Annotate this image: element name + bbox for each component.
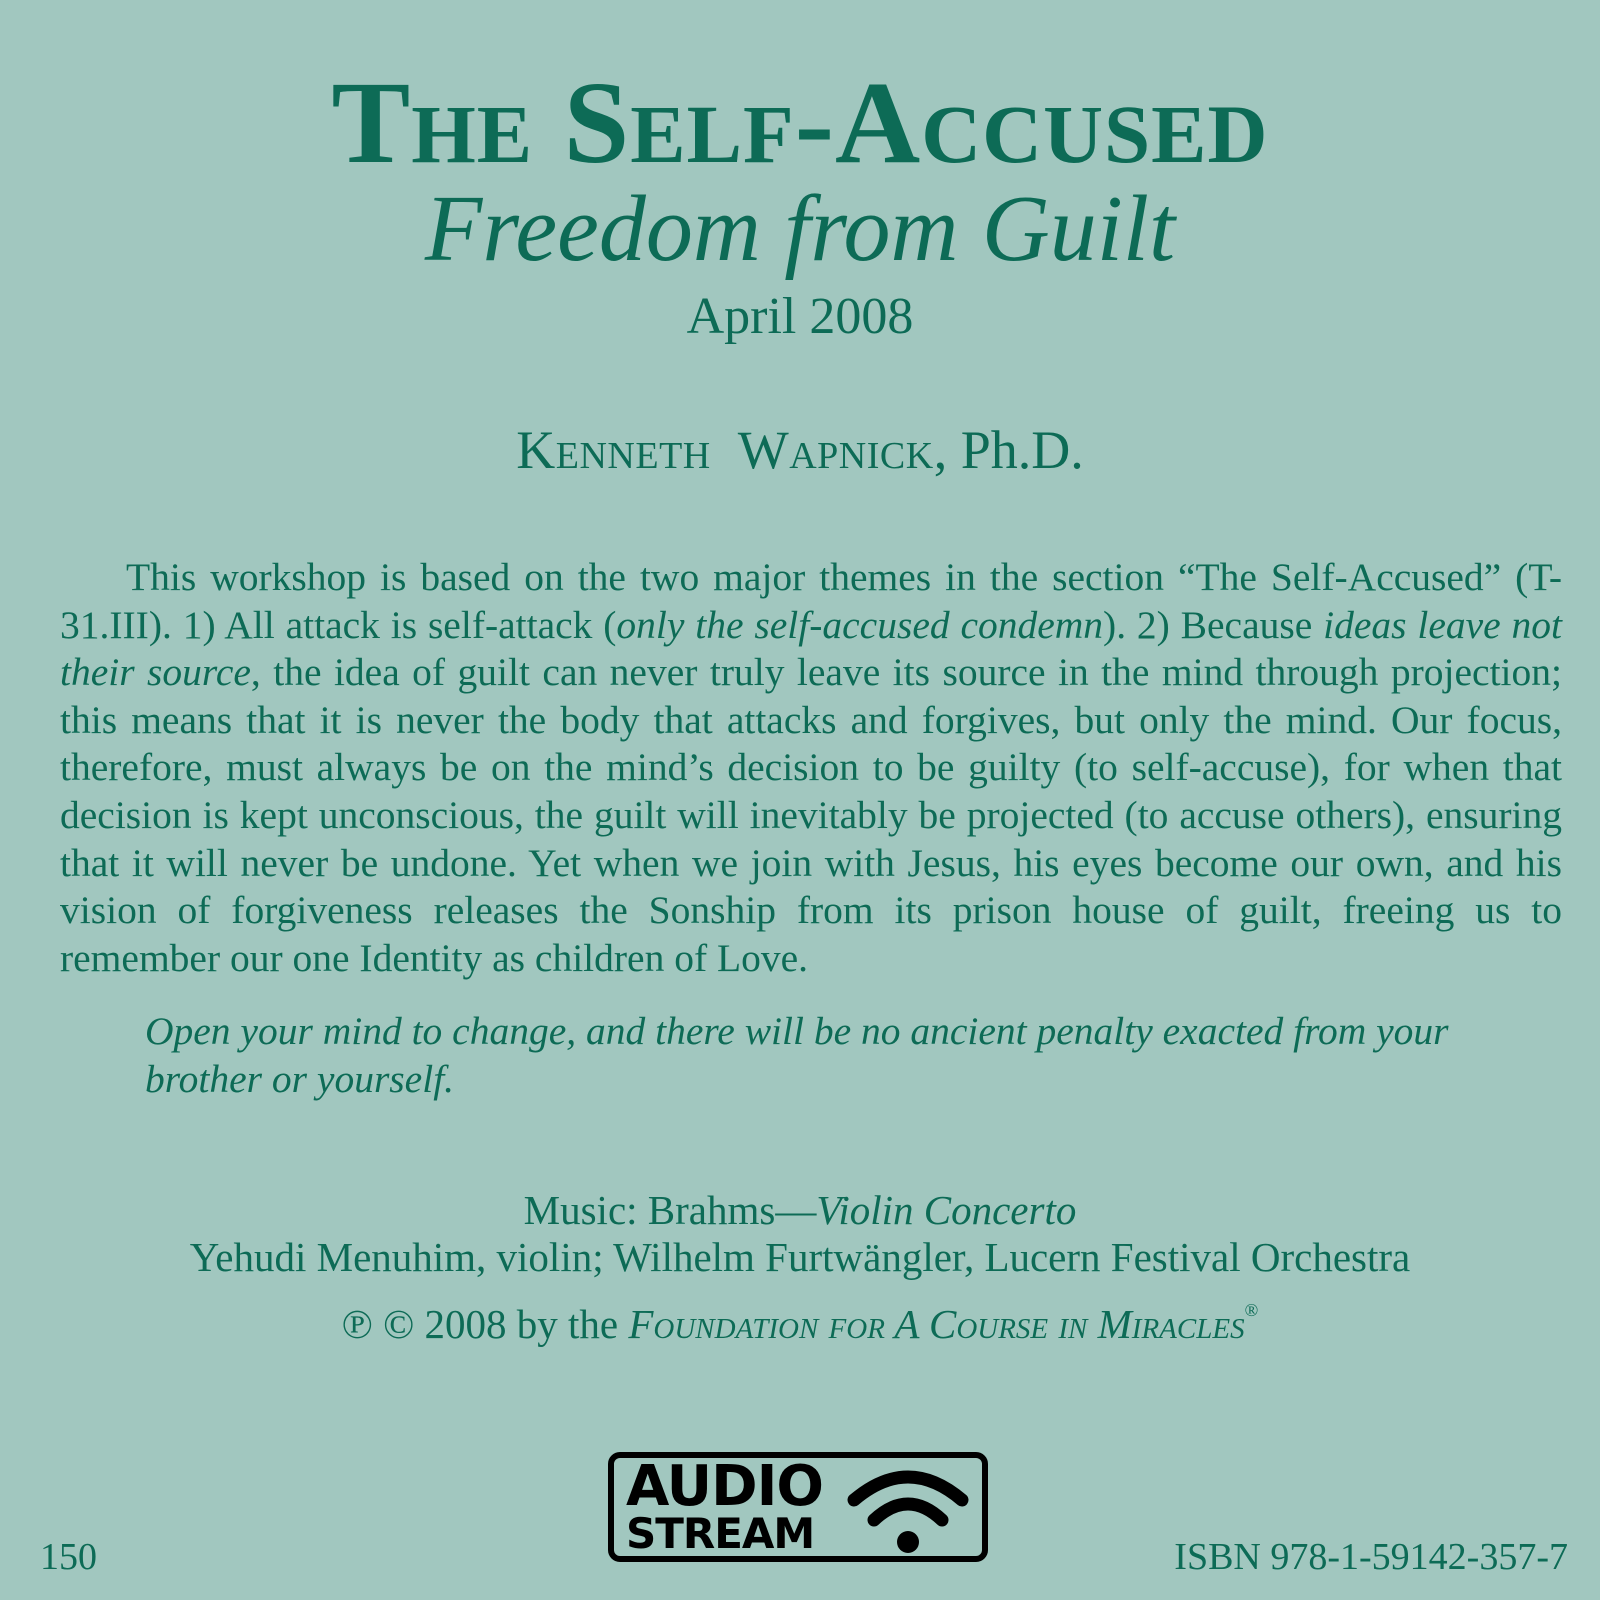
isbn: ISBN 978-1-59142-357-7 [1174, 1536, 1568, 1578]
page-title: The Self-Accused [331, 57, 1269, 188]
performers-credit: Yehudi Menuhim, violin; Wilhelm Furtwängler, Lucern Festival Orchestra [189, 1234, 1411, 1280]
description-text-2: ). 2) Because [1103, 602, 1324, 647]
quote: Open your mind to change, and there will be no ancient penalty exacted from your brother or yourself. [145, 1009, 1449, 1101]
description-text-3: , the idea of guilt can never truly leave its source in the mind through projection; this means that it is never the body that attacks and forgives, but only the mind. Our focus, therefore, must always be on the mind’s decision to be guilty (to self-accuse), for when that decision is kept unconscious, the guilt will inevitably be projected (to accuse others), ensuring that it will never be undone. Yet when we join with Jesus, his eyes become our own, and his vision of forgiveness releases the Sonship from its prison house of guilt, freeing us to remember our one Identity as children of Love. [60, 650, 1562, 980]
author-last-name: Wapnick [737, 420, 934, 480]
recording-date: April 2008 [686, 288, 914, 345]
copyright-notice [0, 1300, 1600, 1349]
copyright-prefix: ℗ © 2008 by the [341, 1301, 629, 1347]
page-subtitle: Freedom from Guilt [424, 177, 1176, 281]
music-credit [0, 1186, 1600, 1235]
description-emphasis-2: ideas leave not their source [60, 602, 1562, 695]
badge-audio-label: AUDIO [626, 1454, 824, 1519]
music-composer: Music: Brahms— [523, 1187, 817, 1233]
publisher-name: Foundation for A Course in Miracles [628, 1301, 1245, 1347]
registered-mark: ® [1244, 1300, 1259, 1320]
description-text-1: This workshop is based on the two major themes in the section “The Self-Accused” (T-31.III). 1) All attack is self-attack ( [60, 555, 1562, 647]
catalog-number: 150 [40, 1536, 97, 1578]
wifi-stream-icon [846, 1466, 970, 1558]
badge-text [626, 1454, 824, 1558]
author-first-name: Kenneth [516, 420, 711, 480]
author-name [0, 418, 1600, 483]
description-paragraph [60, 554, 1562, 982]
description-emphasis-1: only the self-accused condemn [616, 602, 1104, 647]
badge-stream-label: STREAM [626, 1508, 815, 1558]
audio-stream-badge [608, 1452, 988, 1562]
author-suffix: , Ph.D. [933, 420, 1084, 480]
music-work: Violin Concerto [816, 1187, 1077, 1233]
